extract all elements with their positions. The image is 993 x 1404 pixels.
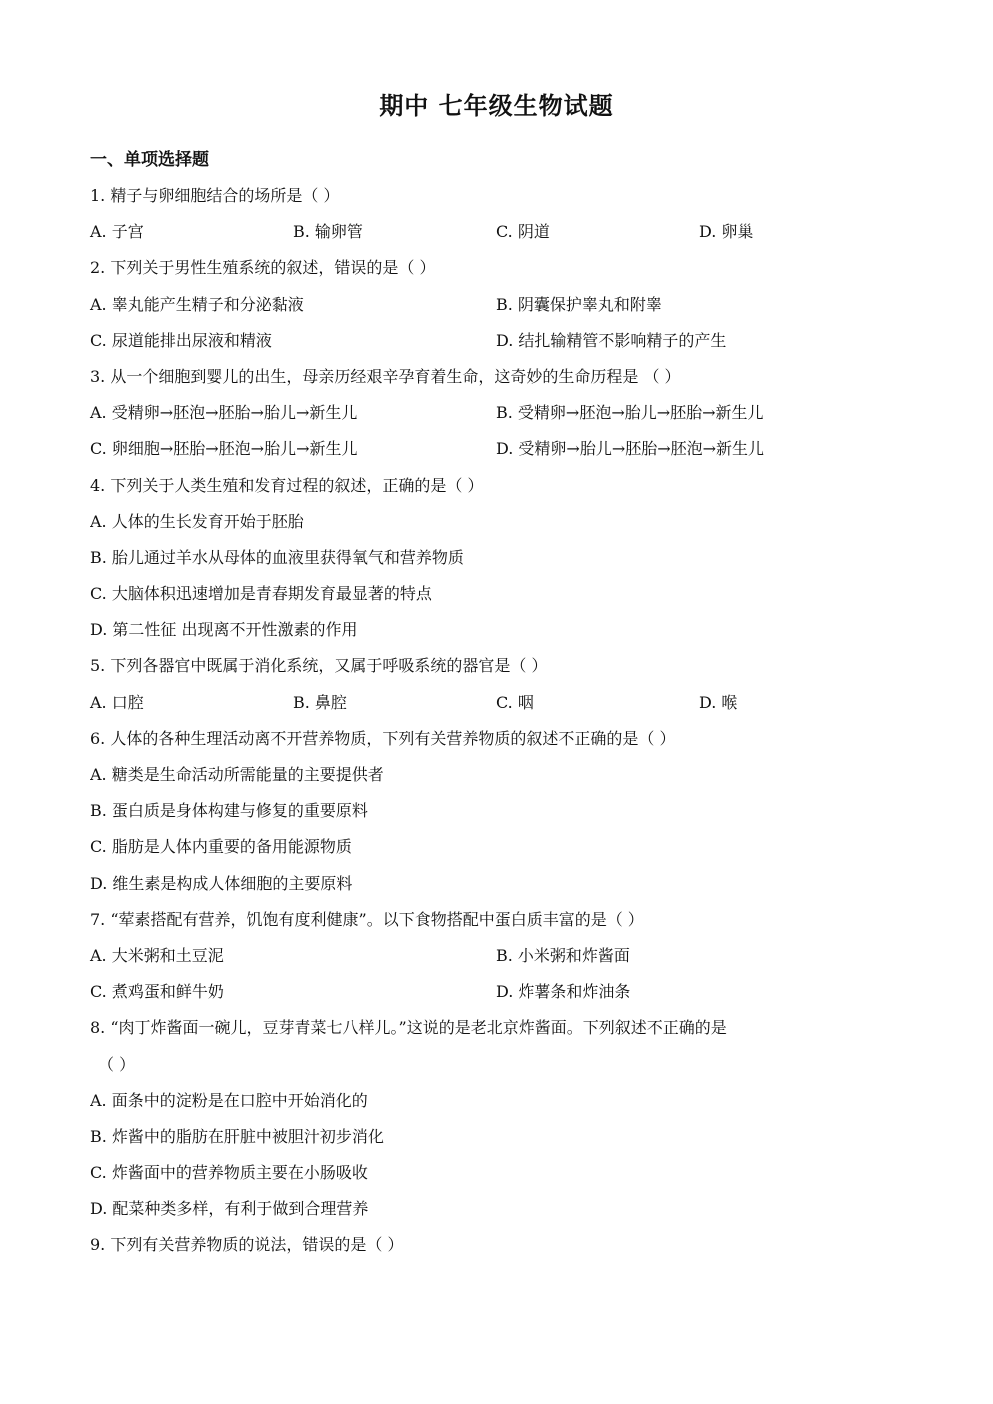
question-6-stem: 6. 人体的各种生理活动离不开营养物质，下列有关营养物质的叙述不正确的是（ ） [90, 728, 676, 748]
question-9-stem: 9. 下列有关营养物质的说法，错误的是（ ） [90, 1235, 404, 1255]
question-3-stem: 3. 从一个细胞到婴儿的出生，母亲历经艰辛孕育着生命，这奇妙的生命历程是 （ ） [90, 366, 681, 386]
option-b: B. 小米粥和炸酱面 [496, 945, 630, 965]
option-c: C. 大脑体积迅速增加是青春期发育最显著的特点 [90, 584, 432, 604]
option-a: A. 口腔 [90, 692, 144, 712]
option-a: A. 大米粥和土豆泥 [90, 945, 224, 965]
option-d: D. 受精卵→胎儿→胚胎→胚泡→新生儿 [496, 439, 765, 459]
question-8-stem-continued: （ ） [98, 1054, 136, 1074]
option-a: A. 人体的生长发育开始于胚胎 [90, 511, 304, 531]
option-d: D. 卵巢 [699, 222, 754, 242]
question-5-stem: 5. 下列各器官中既属于消化系统，又属于呼吸系统的器官是（ ） [90, 656, 548, 676]
option-d: D. 第二性征 出现离不开性激素的作用 [90, 620, 358, 640]
question-7-options-row2 [90, 974, 920, 1010]
question-4-stem: 4. 下列关于人类生殖和发育过程的叙述，正确的是（ ） [90, 475, 484, 495]
question-5-options [90, 685, 920, 721]
question-1-options [90, 214, 920, 250]
option-a: A. 面条中的淀粉是在口腔中开始消化的 [90, 1090, 368, 1110]
option-b: B. 蛋白质是身体构建与修复的重要原料 [90, 801, 368, 821]
option-b: B. 胎儿通过羊水从母体的血液里获得氧气和营养物质 [90, 547, 464, 567]
option-b: B. 炸酱中的脂肪在肝脏中被胆汁初步消化 [90, 1126, 384, 1146]
question-1-stem: 1. 精子与卵细胞结合的场所是（ ） [90, 186, 340, 205]
question-7-options-row1 [90, 938, 920, 974]
question-list [90, 142, 920, 1264]
option-c: C. 脂肪是人体内重要的备用能源物质 [90, 837, 352, 857]
section-heading: 一、单项选择题 [90, 150, 209, 170]
option-c: C. 阴道 [496, 222, 550, 242]
option-d: D. 炸薯条和炸油条 [496, 982, 631, 1002]
option-d: D. 喉 [699, 692, 738, 712]
question-7-stem: 7. “荤素搭配有营养，饥饱有度利健康”。以下食物搭配中蛋白质丰富的是（ ） [90, 909, 644, 929]
option-d: D. 结扎输精管不影响精子的产生 [496, 330, 727, 350]
option-c: C. 煮鸡蛋和鲜牛奶 [90, 982, 224, 1002]
option-c: C. 咽 [496, 692, 534, 712]
option-b: B. 阴囊保护睾丸和附睾 [496, 294, 662, 314]
question-3-options-row1 [90, 395, 920, 431]
option-c: C. 炸酱面中的营养物质主要在小肠吸收 [90, 1163, 368, 1183]
question-2-stem: 2. 下列关于男性生殖系统的叙述，错误的是（ ） [90, 258, 436, 278]
page-title: 期中 七年级生物试题 [379, 92, 614, 120]
option-c: C. 尿道能排出尿液和精液 [90, 330, 272, 350]
option-b: B. 输卵管 [293, 222, 363, 242]
question-3-options-row2 [90, 431, 920, 467]
option-d: D. 配菜种类多样，有利于做到合理营养 [90, 1199, 369, 1219]
option-d: D. 维生素是构成人体细胞的主要原料 [90, 873, 353, 893]
question-2-options-row1 [90, 287, 920, 323]
option-c: C. 卵细胞→胚胎→胚泡→胎儿→新生儿 [90, 439, 358, 459]
option-a: A. 糖类是生命活动所需能量的主要提供者 [90, 765, 384, 784]
option-a: A. 子宫 [90, 222, 144, 242]
option-a: A. 受精卵→胚泡→胚胎→胎儿→新生儿 [90, 403, 358, 423]
question-8-stem: 8. “肉丁炸酱面一碗儿，豆芽青菜七八样儿。”这说的是老北京炸酱面。下列叙述不正确的是 [90, 1018, 727, 1038]
option-b: B. 鼻腔 [293, 692, 347, 712]
question-2-options-row2 [90, 323, 920, 359]
option-a: A. 睾丸能产生精子和分泌黏液 [90, 294, 304, 314]
option-b: B. 受精卵→胚泡→胎儿→胚胎→新生儿 [496, 403, 764, 423]
